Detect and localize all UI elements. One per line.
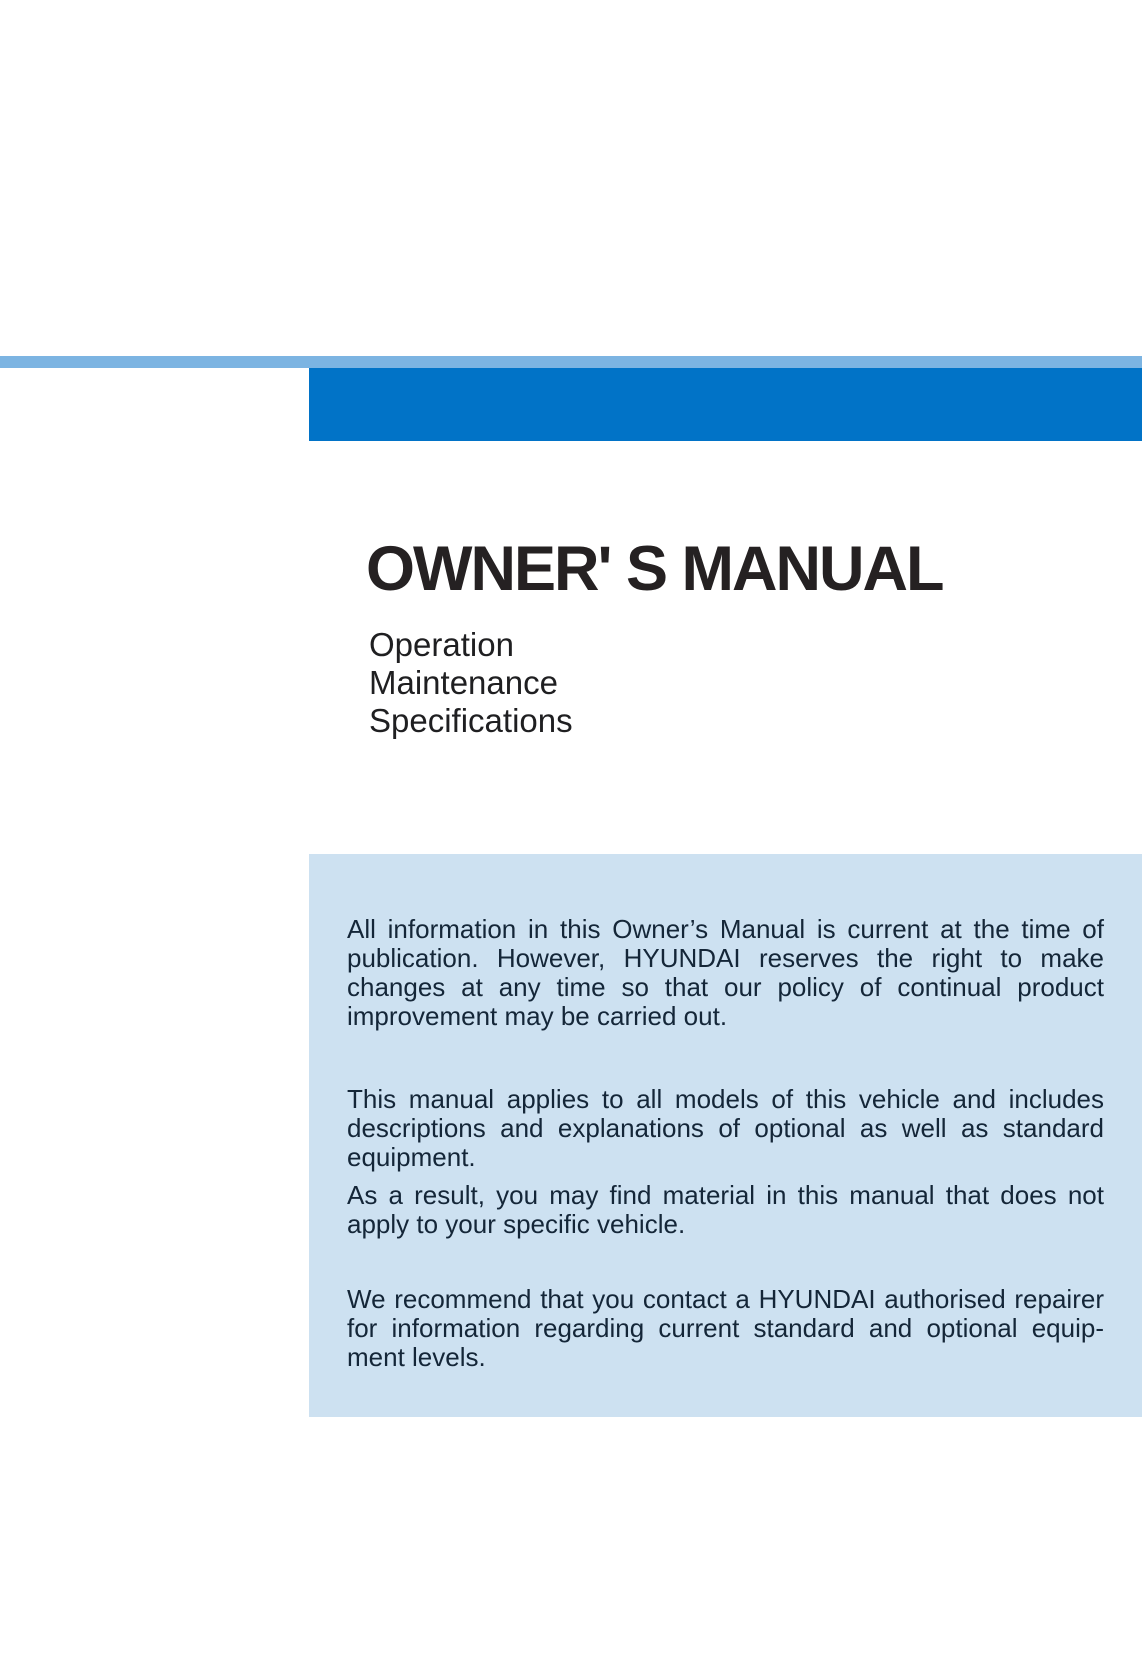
paragraph-repairer-recommendation [347,1285,1104,1372]
paragraph-line: descriptions and explanations of optional as well as standard [347,1113,1104,1143]
page-title: OWNER' S MANUAL [366,534,943,604]
paragraph-line: As a result, you may find material in this manual that does not [347,1180,1104,1210]
paragraph-line: publication. However, HYUNDAI reserves the right to make [347,943,1104,973]
subtitle-line-operation: Operation [369,626,514,663]
accent-band [0,356,1142,368]
paragraph-line: ment levels. [347,1342,486,1372]
paragraph-line: changes at any time so that our policy of continual product [347,972,1104,1002]
header-bar [309,368,1142,441]
paragraph-line: We recommend that you contact a HYUNDAI authorised repairer [347,1284,1104,1314]
paragraph-models-notice [347,1085,1104,1172]
paragraph-publication-notice [347,915,1104,1031]
paragraph-line: for information regarding current standard and optional equip- [347,1313,1104,1343]
paragraph-applicability-notice [347,1181,1104,1239]
paragraph-line: improvement may be carried out. [347,1001,728,1031]
paragraph-line: equipment. [347,1142,476,1172]
subtitle-line-specifications: Specifications [369,702,573,739]
paragraph-line: apply to your specific vehicle. [347,1209,686,1239]
paragraph-line: This manual applies to all models of this vehicle and includes [347,1084,1104,1114]
paragraph-line: All information in this Owner’s Manual is current at the time of [347,914,1104,944]
info-box [309,854,1142,1417]
subtitle-list [369,626,573,740]
subtitle-line-maintenance: Maintenance [369,664,558,701]
